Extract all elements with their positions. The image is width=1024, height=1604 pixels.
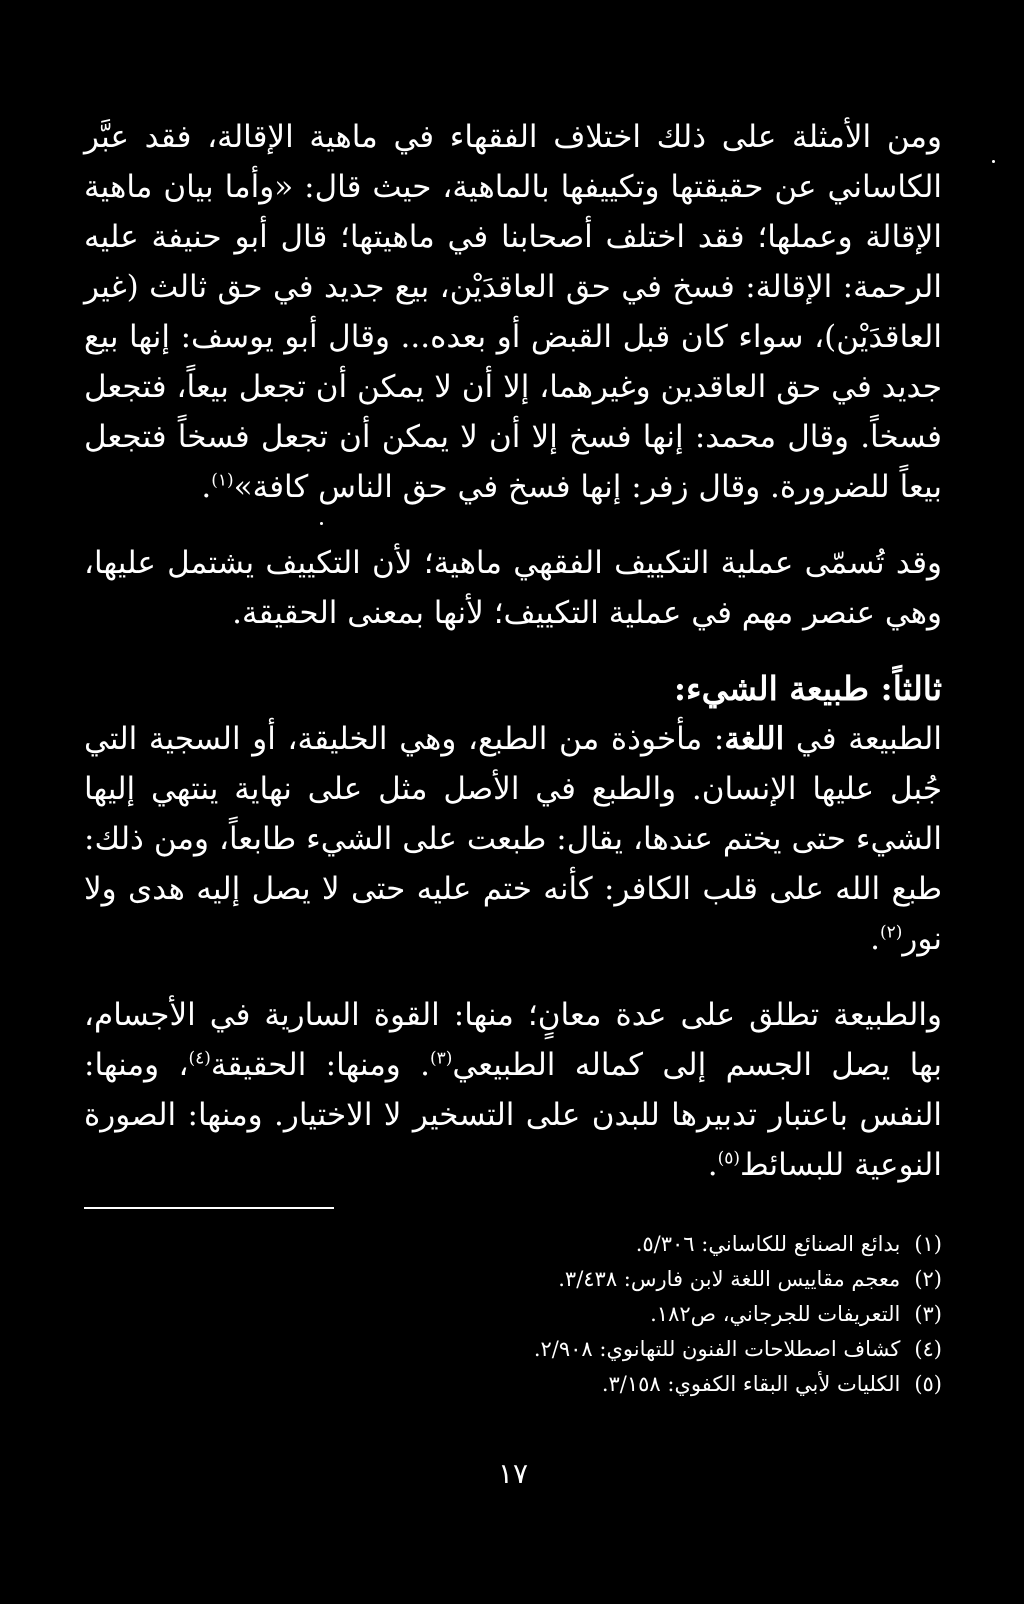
scan-speck xyxy=(992,160,995,163)
page-number: ١٧ xyxy=(497,1457,529,1490)
paragraph-text: ومن الأمثلة على ذلك اختلاف الفقهاء في ماهية الإقالة، فقد عبَّر الكاساني عن حقيقتها وتكييفها بالماهية، حيث قال: «وأما بيان ماهية الإقالة وعملها؛ فقد اختلف أصحابنا في ماهيتها؛ قال أبو حنيفة عليه الرحمة: الإقالة: فسخ في حق العاقدَيْن، بيع جديد في حق ثالث (غير العاقدَيْن)، سواء كان قبل القبض أو بعده... وقال أبو يوسف: إنها بيع جديد في حق العاقدين وغيرهما، إلا أن لا يمكن أن تجعل بيعاً، فتجعل فسخاً. وقال محمد: إنها فسخ إلا أن لا يمكن أن تجعل فسخاً فتجعل بيعاً للضرورة. وقال زفر: إنها فسخ في حق الناس كافة» xyxy=(84,119,942,505)
footnote-text: بدائع الصنائع للكاساني: ٥/٣٠٦. xyxy=(635,1232,901,1256)
footnote-2 xyxy=(84,1262,942,1297)
footnote-number: (٢) xyxy=(914,1267,942,1291)
footnote-3 xyxy=(84,1297,942,1332)
paragraph-text: : مأخوذة من الطبع، وهي الخليقة، أو السجية التي جُبل عليها الإنسان. والطبع في الأصل مثل على نهاية ينتهي إليها الشيء حتى يختم عندها، يقال: طبعت على الشيء طابعاً، ومن ذلك: طبع الله على قلب الكافر: كأنه ختم عليه حتى لا يصل إليه هدى ولا نور xyxy=(84,721,942,957)
footnote-ref-5: (٥) xyxy=(717,1148,741,1169)
footnote-4 xyxy=(84,1332,942,1367)
footnote-ref-2: (٢) xyxy=(879,922,903,943)
footnotes xyxy=(84,1227,942,1402)
footnote-number: (٤) xyxy=(914,1337,942,1361)
footnote-5 xyxy=(84,1367,942,1402)
scan-speck xyxy=(320,522,323,525)
footnote-text: معجم مقاييس اللغة لابن فارس: ٣/٤٣٨. xyxy=(558,1267,901,1291)
footnote-number: (٣) xyxy=(914,1302,942,1326)
footnote-1 xyxy=(84,1227,942,1262)
section-heading-tabiat-al-shay: ثالثاً: طبيعة الشيء: xyxy=(673,669,942,708)
paragraph-lead: الطبيعة في xyxy=(784,721,942,757)
term-lugha: اللغة xyxy=(724,721,785,757)
paragraph-text-mid: . ومنها: الحقيقة xyxy=(210,1047,430,1083)
footnote-text: التعريفات للجرجاني، ص١٨٢. xyxy=(650,1302,901,1326)
paragraph-takyif-maahiya: وقد تُسمّى عملية التكييف الفقهي ماهية؛ لأن التكييف يشتمل عليها، وهي عنصر مهم في عملية التكييف؛ لأنها بمعنى الحقيقة. xyxy=(84,545,942,631)
paragraph-maahiya-iqala xyxy=(84,112,942,512)
footnote-ref-3: (٣) xyxy=(430,1048,453,1069)
paragraph-end: . xyxy=(707,1147,718,1183)
footnote-ref-4: (٤) xyxy=(188,1048,211,1069)
paragraph-end: . xyxy=(201,469,212,505)
footnote-number: (١) xyxy=(914,1232,942,1256)
paragraph-tabia-lugha xyxy=(84,714,942,964)
footnote-text: كشاف اصطلاحات الفنون للتهانوي: ٢/٩٠٨. xyxy=(533,1337,901,1361)
paragraph-tabia-maani xyxy=(84,990,942,1190)
footnote-text: الكليات لأبي البقاء الكفوي: ٣/١٥٨. xyxy=(601,1372,901,1396)
paragraph-text: والطبيعة تطلق على عدة معانٍ؛ منها: القوة السارية في الأجسام، بها يصل الجسم إلى كماله الطبيعي xyxy=(84,997,943,1083)
footnote-separator xyxy=(84,1207,334,1209)
page-content xyxy=(84,112,942,1582)
paragraph-text-mid: ، ومنها: النفس باعتبار تدبيرها للبدن على التسخير لا الاختيار. ومنها: الصورة النوعية للبسائط xyxy=(84,1047,942,1183)
footnote-ref-1: (١) xyxy=(211,470,234,491)
paragraph-end: . xyxy=(870,921,880,957)
footnote-number: (٥) xyxy=(914,1372,942,1396)
